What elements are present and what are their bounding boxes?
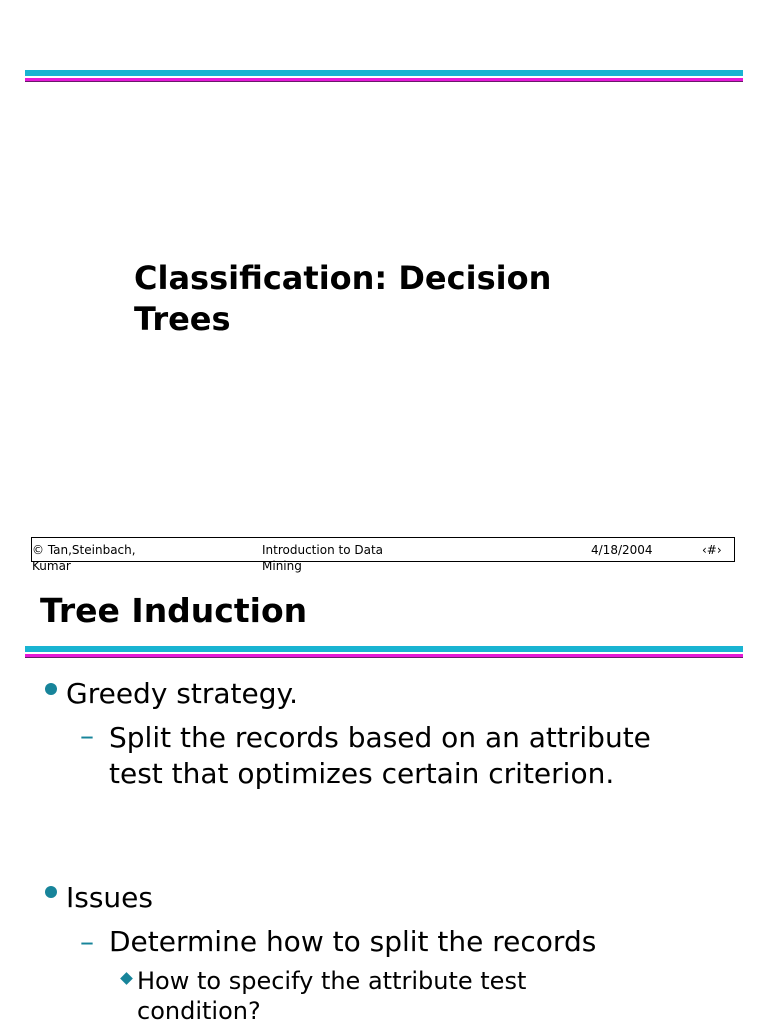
- subsub-bullet-attribute-test: How to specify the attribute test condition?: [137, 967, 527, 1025]
- slide-footer: [31, 537, 735, 573]
- footer-page-number: ‹#›: [702, 543, 722, 557]
- heading-accent-rule-dark: [25, 657, 743, 658]
- footer-copyright: © Tan,Steinbach, Kumar: [32, 543, 136, 573]
- diamond-bullet-icon: [120, 972, 133, 985]
- dash-bullet-icon: –: [80, 719, 94, 752]
- footer-date: 4/18/2004: [591, 543, 653, 557]
- bullet-greedy-strategy: Greedy strategy.: [66, 677, 298, 710]
- slide-heading: Tree Induction: [40, 591, 308, 630]
- slide-title: Classification: Decision Trees: [134, 259, 552, 338]
- bullet-dot-icon: [45, 886, 57, 898]
- heading-accent-rule: [25, 646, 743, 652]
- dash-bullet-icon: –: [80, 925, 94, 958]
- top-accent-rule: [25, 70, 743, 76]
- footer-course: Introduction to Data Mining: [262, 543, 383, 573]
- sub-bullet-split-records: Split the records based on an attribute test that optimizes certain criterion.: [109, 721, 651, 790]
- sub-bullet-determine-split: Determine how to split the records: [109, 925, 597, 958]
- bullet-issues: Issues: [66, 881, 153, 914]
- bullet-dot-icon: [45, 683, 57, 695]
- top-accent-rule-dark: [25, 81, 743, 82]
